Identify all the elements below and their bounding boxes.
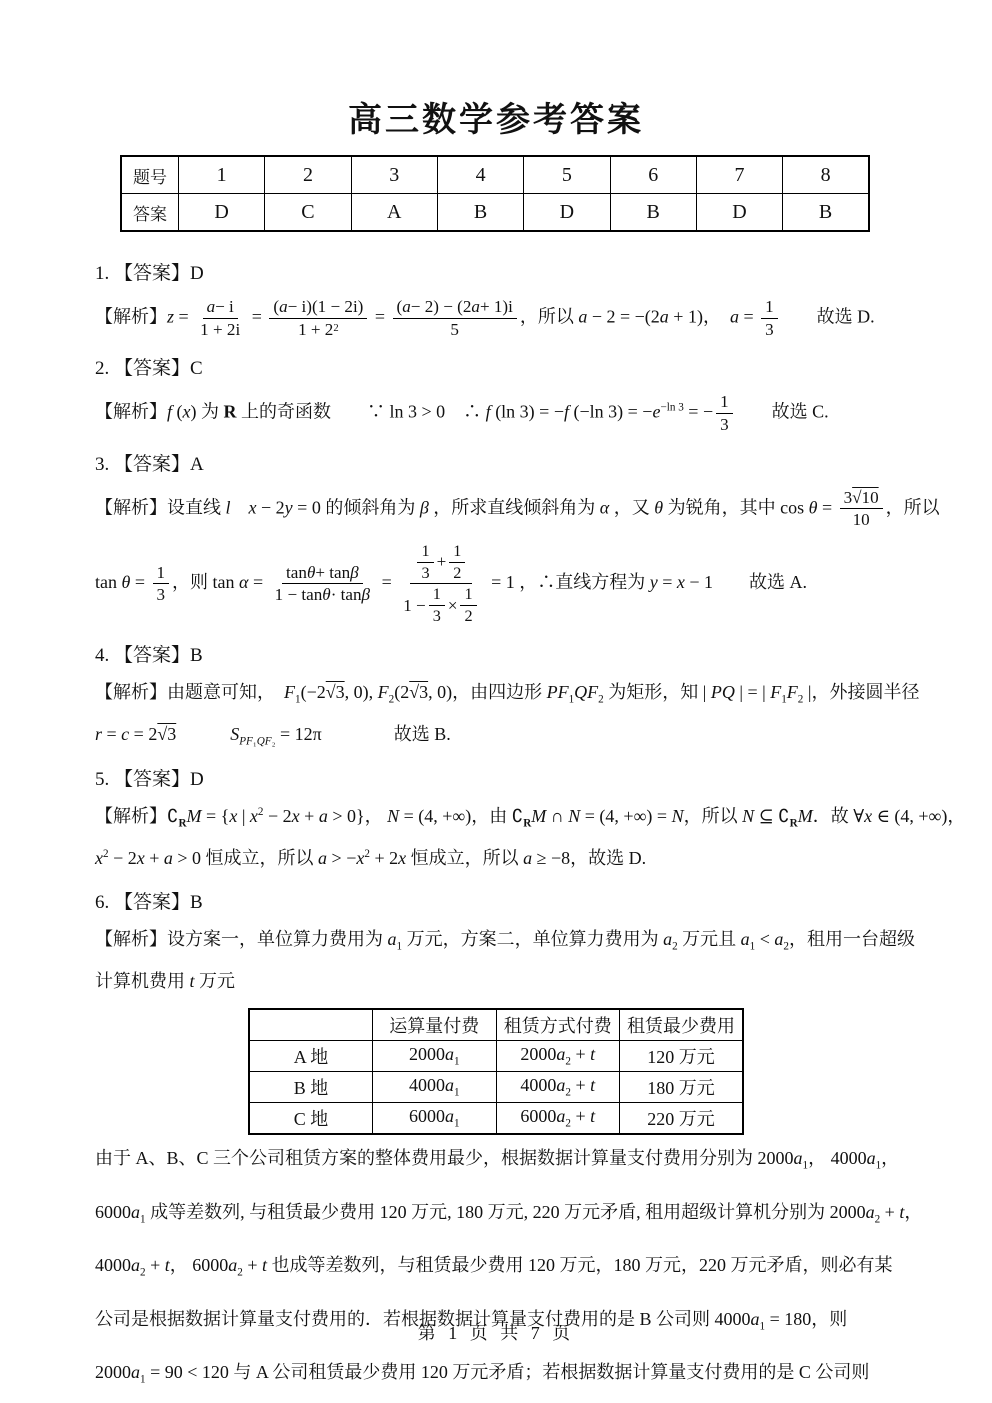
cost-table-header: 租赁方式付费 — [496, 1009, 620, 1041]
solution-heading: 2. 【答案】C — [95, 358, 203, 380]
question-number-cell: 2 — [265, 156, 351, 194]
cost-table — [248, 1008, 744, 1135]
cost-table-cell: 220 万元 — [620, 1102, 744, 1134]
cost-table-header — [249, 1009, 373, 1041]
cost-table-cell: 120 万元 — [620, 1040, 744, 1071]
answer-cell: D — [696, 194, 782, 232]
q6-discussion — [95, 1143, 923, 1390]
solution-heading: 4. 【答案】B — [95, 644, 203, 666]
solution-line: $x^2 - 2x + a > 0$ 恒成立，所以 $a > -x^2 + 2x$ 恒成立，所以 a ≥ −8，故选 D. — [95, 848, 647, 869]
cost-table-cell: B 地 — [249, 1071, 373, 1102]
solution-line: r = c = 2√3 $S_{PF_1QF_2} = 12\pi$ 故选 B. — [95, 723, 451, 748]
solution-line: 【解析】设直线 l x − 2y = 0 的倾斜角为 β ，所求直线倾斜角为 α ，又 θ 为锐角，其中 cos θ = 3 √10 10 ，所以 — [95, 487, 940, 530]
solution-line: 【解析】由题意可知， $F_1(-2√3$, 0), $F_2(2√3$, 0)，由四边形 $PF_1QF_2$ 为矩形，知 | PQ | = | $F_1F_2$ |，外接圆半径 — [95, 681, 920, 706]
question-number-cell: 7 — [696, 156, 782, 194]
cost-table-cell: A 地 — [249, 1040, 373, 1071]
solution-item-5 — [95, 764, 966, 873]
solution-line: 【解析】$∁_RM = \{x$ | $x^2 - 2x + a > 0$}， N = (4, +∞)，由 $∁_RM$ ∩ N = (4, +∞) = N，所以 N ⊆ $∁_RM$．故 ∀x ∈ (4, +∞)， — [95, 806, 966, 831]
answer-row — [121, 194, 869, 232]
paragraph-line: 由于 A、B、C 三个公司租赁方案的整体费用最少，根据数据计算量支付费用分别为 $2000a_1$， $4000a_1$， — [95, 1147, 900, 1172]
cost-table-row — [249, 1071, 743, 1102]
solution-line: 【解析】f (x) 为 R 上的奇函数 ∵ ln 3 > 0 ∴ f (ln 3) = −f (−ln $3) = -e^{-ln 3}$ = − $\frac{1}{3}$ 故选 C. — [95, 392, 829, 434]
solution-item-3 — [95, 449, 940, 626]
question-number-cell: 3 — [351, 156, 437, 194]
cost-table-cell: $6000a_1$ — [373, 1102, 497, 1134]
answer-cell: B — [437, 194, 523, 232]
cost-table-header-row — [249, 1009, 743, 1041]
solution-line: tan θ = $\frac{1}{3}$ ，则 tan α = tan θ + tan β 1 − tan θ · tan β = $\frac{1}{3}$ + $\frac{1}{2}$ 1 − $\frac{1}{3}$ × $\frac{1}{2}$ = 1 ，∴直线方程为 y = x − 1 故选 A. — [95, 541, 808, 625]
cost-table-row — [249, 1040, 743, 1071]
question-number-cell: 5 — [524, 156, 610, 194]
answer-key-table — [120, 155, 870, 232]
cost-table-cell: $4000a_1$ — [373, 1071, 497, 1102]
answer-cell: A — [351, 194, 437, 232]
paragraph-line: $4000a_2 + t$， $6000a_2 + t$ 也成等差数列，与租赁最少费用 120 万元，180 万元，220 万元矛盾，则必有某 — [95, 1255, 893, 1279]
solution-line: 【解析】z = a − i 1 + 2i = ( a − i)(1 − 2i) 1 + 2 2 = ( a − 2) − (2 a + 1)i 5 ，所以 a − 2 = −(2a + 1)， a = $\frac{1}{3}$ 故选 D. — [95, 297, 875, 339]
page-footer: 第 1 页 共 7 页 — [417, 1323, 575, 1343]
question-number-cell: 8 — [783, 156, 869, 194]
solution-heading: 3. 【答案】A — [95, 453, 204, 475]
solution-line: 【解析】设方案一，单位算力费用为 $a_1$ 万元，方案二，单位算力费用为 $a_2$ 万元且 $a_1 < a_2$，租用一台超级 — [95, 929, 915, 953]
solution-line: 计算机费用 t 万元 — [95, 971, 236, 992]
answer-cell: B — [610, 194, 696, 232]
cost-table-cell: $6000a_2 + t$ — [496, 1102, 620, 1134]
solution-heading: 6. 【答案】B — [95, 892, 203, 914]
cost-table-cell: $4000a_2 + t$ — [496, 1071, 620, 1102]
solution-item-1 — [95, 258, 897, 339]
cost-table-cell: C 地 — [249, 1102, 373, 1134]
answer-cell: D — [179, 194, 265, 232]
question-number-row — [121, 156, 869, 194]
answer-cell: C — [265, 194, 351, 232]
row-header-question-numbers: 题号 — [121, 156, 179, 194]
solution-item-2 — [95, 353, 897, 434]
row-header-answers: 答案 — [121, 194, 179, 232]
paragraph-line: $6000a_1$ 成等差数列, 与租赁最少费用 120 万元, 180 万元, 220 万元矛盾, 租用超级计算机分别为 $2000a_2 + t$， — [95, 1201, 923, 1226]
cost-table-cell: $2000a_1$ — [373, 1040, 497, 1071]
answer-cell: B — [783, 194, 869, 232]
solution-heading: 5. 【答案】D — [95, 769, 204, 791]
solution-heading: 1. 【答案】D — [95, 263, 204, 284]
cost-table-cell: 180 万元 — [620, 1071, 744, 1102]
cost-table-header: 租赁最少费用 — [620, 1009, 744, 1041]
cost-table-cell: $2000a_2 + t$ — [496, 1040, 620, 1071]
cost-table-row — [249, 1102, 743, 1134]
question-number-cell: 4 — [437, 156, 523, 194]
solution-item-6 — [95, 887, 923, 1390]
question-number-cell: 1 — [179, 156, 265, 194]
paragraph-line: 公司是根据数据计算量支付费用的．若根据数据计算量支付费用的是 B 公司则 $4000a_1 = 180$，则 — [95, 1308, 848, 1333]
question-number-cell: 6 — [610, 156, 696, 194]
page-title: 高三数学参考答案 — [348, 102, 644, 139]
solution-item-4 — [95, 640, 920, 751]
cost-table-header: 运算量付费 — [373, 1009, 497, 1041]
paragraph-line: $2000a_1 = 90 < 120$ 与 A 公司租赁最少费用 120 万元矛盾；若根据数据计算量支付费用的是 C 公司则 — [95, 1362, 870, 1386]
answer-cell: D — [524, 194, 610, 232]
